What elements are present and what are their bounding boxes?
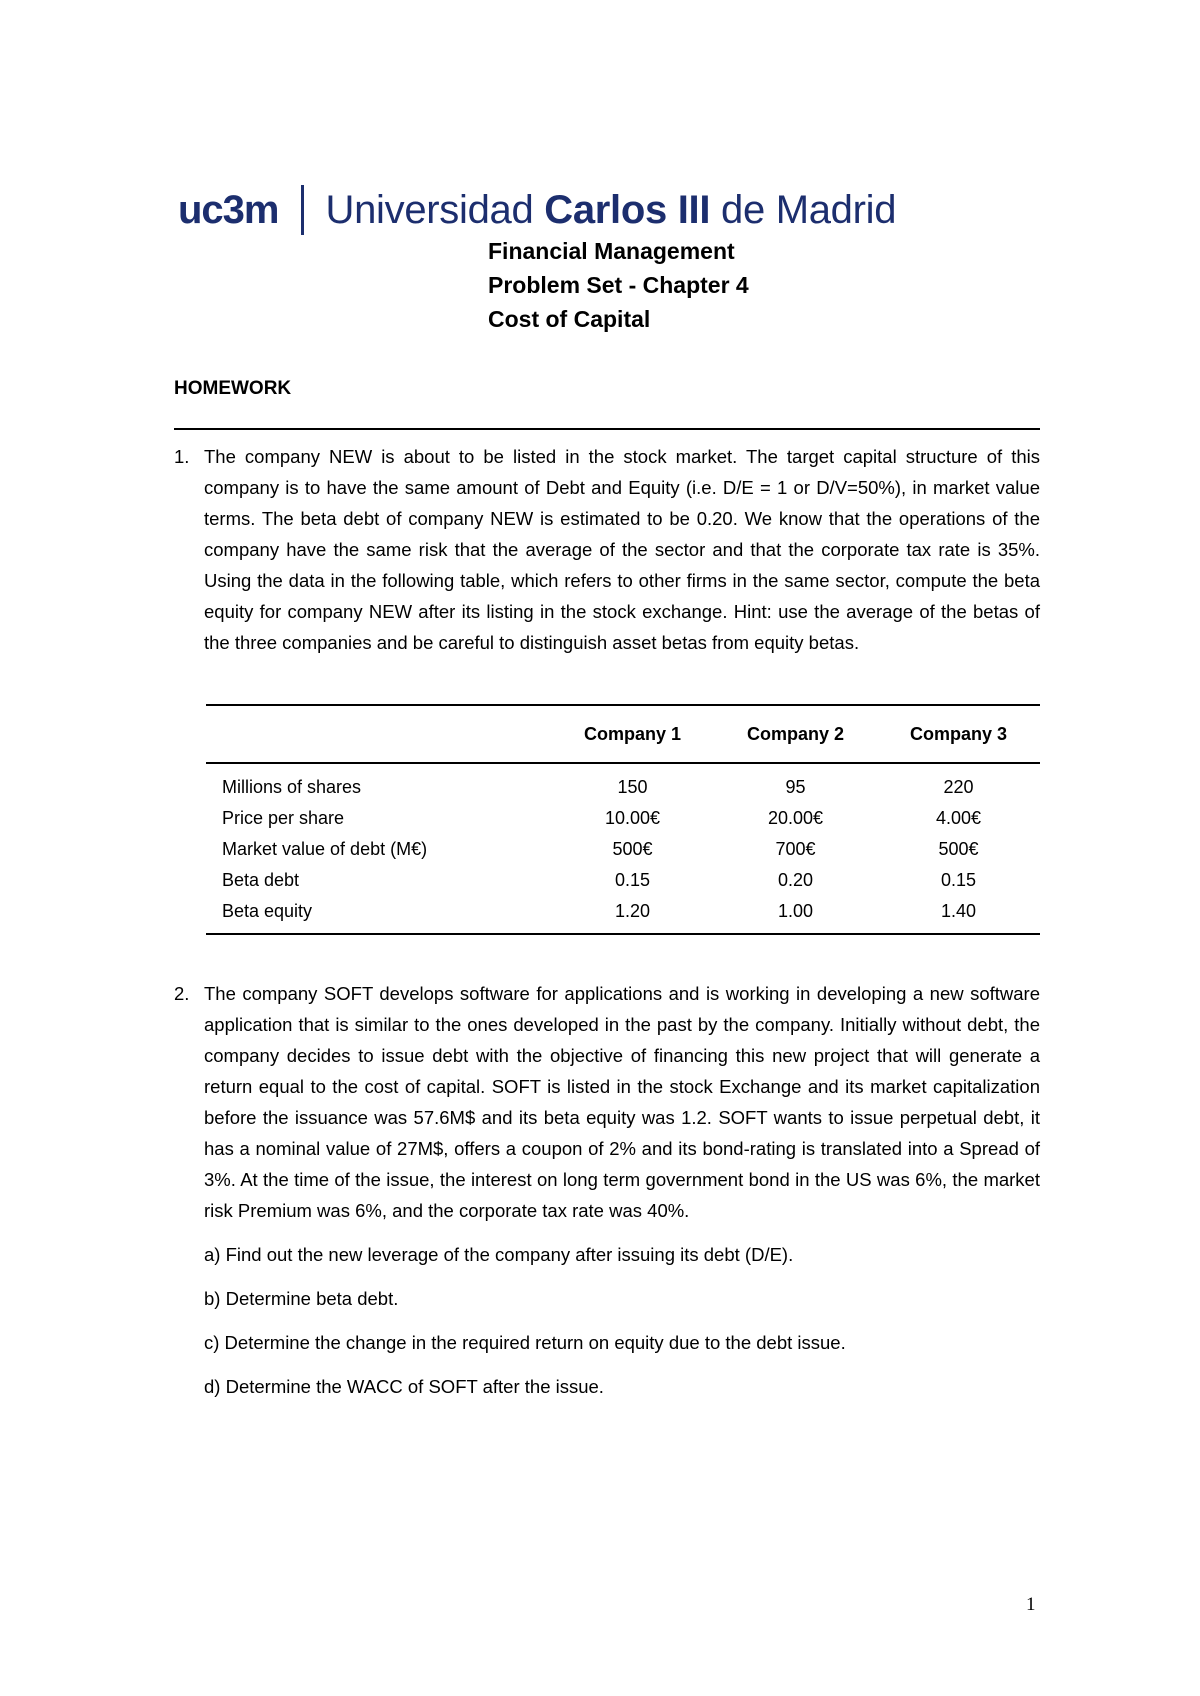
row-label: Price per share [222, 808, 345, 828]
row-label: Beta equity [222, 901, 313, 921]
table-row [206, 865, 1040, 896]
question-1 [174, 441, 1040, 658]
topic-title: Cost of Capital [488, 306, 651, 332]
logo-name-pre: Universidad [325, 187, 545, 232]
cell-company-3: 4.00€ [935, 808, 982, 828]
table-row [206, 896, 1040, 934]
table-row [206, 763, 1040, 803]
section-heading: HOMEWORK [174, 378, 292, 399]
table-header-row [206, 705, 1040, 763]
question-2-part-d: d) Determine the WACC of SOFT after the issue. [204, 1376, 604, 1397]
table-header-blank [206, 705, 551, 763]
cell-company-1: 0.15 [614, 870, 651, 890]
logo-mark: uc3m [178, 187, 279, 232]
cell-company-2: 20.00€ [767, 808, 824, 828]
table-header-company-2: Company 2 [746, 723, 845, 744]
section-divider [174, 428, 1040, 430]
question-2 [174, 978, 1040, 1402]
table-header-company-1: Company 1 [583, 723, 682, 744]
logo-name-bold: Carlos III [544, 187, 711, 232]
page-number: 1 [1026, 1594, 1036, 1615]
question-2-part-a: a) Find out the new leverage of the company after issuing its debt (D/E). [204, 1244, 794, 1265]
question-2-number: 2. [174, 983, 190, 1004]
question-2-part-b: b) Determine beta debt. [204, 1288, 399, 1309]
cell-company-1: 10.00€ [604, 808, 661, 828]
cell-company-1: 1.20 [614, 901, 651, 921]
cell-company-1: 500€ [612, 839, 653, 859]
course-title: Financial Management [488, 238, 735, 264]
question-2-text: The company SOFT develops software for applications and is working in developing a new software application that is similar to the ones developed in the past by the company. Initially without debt, the company decides to issue debt with the objective of financing this new project that will generate a return equal to the cost of capital. SOFT is listed in the stock Exchange and its market capitalization before the issuance was 57.6M$ and its beta equity was 1.2. SOFT wants to issue perpetual debt, it has a nominal value of 27M$, offers a coupon of 2% and its bond-rating is translated into a Spread of 3%. At the time of the issue, the interest on long term government bond in the US was 6%, the market risk Premium was 6%, and the corporate tax rate was 40%. [204, 983, 1040, 1221]
question-2-part-c: c) Determine the change in the required return on equity due to the debt issue. [204, 1332, 846, 1353]
logo-separator [301, 185, 304, 235]
cell-company-2: 700€ [775, 839, 816, 859]
table-header-company-3: Company 3 [909, 723, 1008, 744]
cell-company-3: 0.15 [940, 870, 977, 890]
cell-company-3: 220 [943, 777, 974, 797]
row-label: Millions of shares [222, 777, 362, 797]
table-row [206, 803, 1040, 834]
university-logo [178, 180, 1028, 240]
cell-company-1: 150 [617, 777, 648, 797]
row-label: Market value of debt (M€) [222, 839, 428, 859]
table-row [206, 834, 1040, 865]
logo-name [326, 188, 897, 233]
document-titles [488, 234, 749, 336]
cell-company-3: 500€ [938, 839, 979, 859]
cell-company-2: 0.20 [777, 870, 814, 890]
problem-set-title: Problem Set - Chapter 4 [488, 272, 749, 298]
logo-name-post: de Madrid [710, 187, 897, 232]
sector-companies-table [206, 704, 1040, 935]
cell-company-2: 1.00 [777, 901, 814, 921]
question-1-text: The company NEW is about to be listed in the stock market. The target capital structure of this company is to have the same amount of Debt and Equity (i.e. D/E = 1 or D/V=50%), in market value terms. The beta debt of company NEW is estimated to be 0.20. We know that the operations of the company have the same risk that the average of the sector and that the corporate tax rate is 35%. Using the data in the following table, which refers to other firms in the same sector, compute the beta equity for company NEW after its listing in the stock exchange. Hint: use the average of the betas of the three companies and be careful to distinguish asset betas from equity betas. [204, 446, 1040, 653]
row-label: Beta debt [222, 870, 300, 890]
cell-company-2: 95 [785, 777, 806, 797]
cell-company-3: 1.40 [940, 901, 977, 921]
question-1-number: 1. [174, 446, 190, 467]
